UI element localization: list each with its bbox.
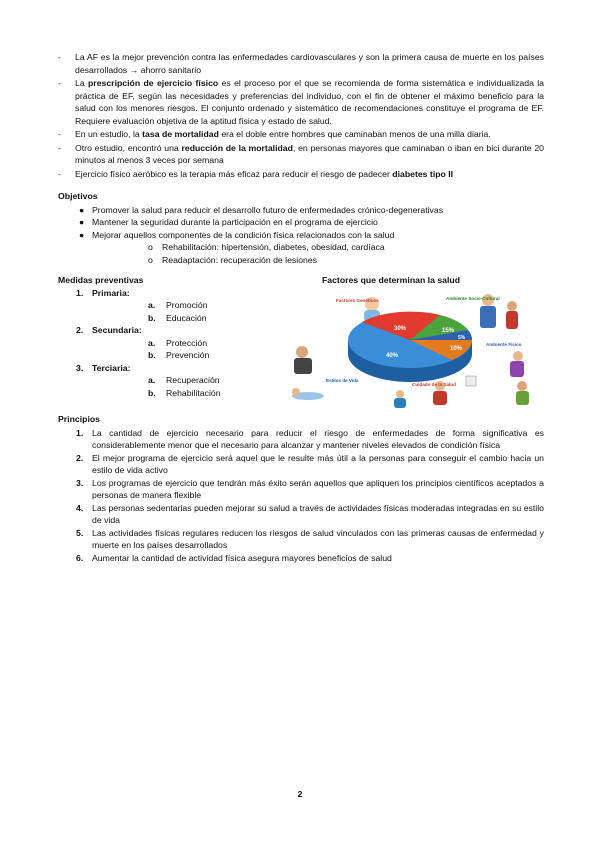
intro-item-text bbox=[75, 52, 544, 75]
factores-pie-illustration bbox=[290, 290, 544, 412]
objetivo-item: ● Mejorar aquellos componentes de la condición física relacionados con la salud o Rehabilitación: hipertensión, diabetes, obesidad, cardíaca o Readaptación: recuperación de lesiones bbox=[58, 229, 544, 267]
pct-socio: 15% bbox=[442, 328, 455, 334]
medidas-heading: Medidas preventivas bbox=[58, 275, 144, 285]
factores-figure bbox=[290, 274, 544, 387]
intro-text: La bbox=[75, 78, 88, 88]
objetivo-item: ● Mantener la seguridad durante la participación en el programa de ejercicio bbox=[79, 217, 378, 227]
objetivos-list bbox=[58, 204, 544, 267]
medida-item: b. Educación bbox=[148, 312, 207, 323]
label-estilos: Estilos de Vida bbox=[326, 378, 359, 383]
principio-item: 6. Aumentar la cantidad de actividad física asegura mayores beneficios de salud bbox=[76, 552, 392, 563]
principio-item: 3. Los programas de ejercicio que tendrán más éxito serán aquellos que apliquen los principios científicos aceptados a personas de manera flexible bbox=[76, 477, 544, 500]
pct-fisico: 5% bbox=[458, 335, 466, 341]
principio-item: 1. La cantidad de ejercicio necesario para reducir el riesgo de enfermedades de forma significativa es considerablemente menor que el necesario para alcanzar y mantener niveles elevados de condición física bbox=[76, 427, 544, 450]
intro-text: Ejercicio físico aeróbico es la terapia más eficaz para reducir el riesgo de padecer bbox=[75, 168, 393, 179]
intro-bold-text: prescripción de ejercicio físico bbox=[88, 78, 219, 88]
medidas-list bbox=[58, 287, 288, 400]
intro-item: - La prescripción de ejercicio físico es el proceso por el que se recomienda de forma sistemática e individualizada la práctica de EF, según las necesidades y preferencias del individuo, con el fin de obtener el máximo beneficio para la salud con los menores riesgos. El conjunto ordenado y sistemático de recomendaciones constituye el programa de EF. Requiere evaluación objetiva de la aptitud física y estado de salud. bbox=[58, 78, 545, 126]
factores-title: Factores que determinan la salud bbox=[321, 275, 461, 285]
medida-item: b. Rehabilitación bbox=[148, 387, 221, 398]
two-column-section bbox=[58, 274, 544, 412]
objetivos-heading: Objetivos bbox=[58, 191, 98, 201]
intro-text: era el doble entre hombres que caminaban menos de una milla diaria. bbox=[218, 129, 491, 139]
intro-item: - Ejercicio físico aeróbico es la terapia más eficaz para reducir el riesgo de padecer diabetes tipo II bbox=[58, 168, 454, 179]
intro-bold-text: reducción de la mortalidad bbox=[181, 142, 293, 153]
intro-item: - Otro estudio, encontró una reducción de la mortalidad, en personas mayores que caminaban o iban en bici durante 20 minutos al menos 3 veces por semana bbox=[58, 142, 544, 165]
principio-item: 4. Las personas sedentarias pueden mejorar su salud a través de actividades físicas moderadas integradas en su estilo de vida bbox=[76, 502, 544, 525]
medida-item: a. Protección bbox=[148, 337, 208, 348]
page-number: 2 bbox=[297, 789, 303, 799]
label-socio: Ambiente Socio-Cultural bbox=[446, 296, 500, 301]
intro-text: La AF es la mejor prevención contra las enfermedades cardiovasculares y son la primera causa de muerte en los países desarrollados → ahorro sanitario bbox=[75, 52, 544, 75]
label-cuidado: Cuidado de la Salud bbox=[412, 382, 456, 387]
intro-text: Otro estudio, encontró una bbox=[75, 142, 182, 153]
objetivo-subitem: o Rehabilitación: hipertensión, diabetes, obesidad, cardíaca bbox=[148, 242, 385, 252]
intro-item: - En un estudio, la tasa de mortalidad era el doble entre hombres que caminaban menos de una milla diaria. bbox=[58, 129, 491, 139]
intro-list bbox=[58, 51, 544, 180]
intro-bold-text: tasa de mortalidad bbox=[142, 129, 219, 139]
intro-text: es el proceso por el que se recomienda de forma sistemática e individualizada la práctica de EF, según las necesidades y preferencias del individuo, con el fin de obtener el máximo beneficio para la salud con los menores riesgos. El conjunto ordenado y sistemático de recomendaciones constituye el programa de EF. Requiere evaluación objetiva de la aptitud física y estado de salud. bbox=[75, 78, 545, 126]
principios-heading: Principios bbox=[58, 414, 100, 424]
objetivo-sublist bbox=[92, 241, 544, 266]
principios-list bbox=[58, 427, 544, 565]
medida-group: 2. Secundaria: a. Protección b. Prevención bbox=[58, 324, 288, 362]
principio-item: 2. El mejor programa de ejercicio será aquel que le resulte más útil a la personas para conseguir el cambio hacia un estilo de vida activo bbox=[76, 452, 544, 475]
label-fisico: Ambiente Físico bbox=[486, 342, 522, 347]
intro-item-text bbox=[75, 169, 453, 179]
intro-text: , en personas mayores que caminaban o iban en bici durante 20 minutos al menos 3 veces por semana bbox=[75, 142, 544, 165]
label-geneticos: Factores Genéticos bbox=[336, 298, 379, 303]
medida-group: 3. Terciaria: a. Recuperación b. Rehabilitación bbox=[58, 362, 288, 400]
document-page bbox=[58, 51, 544, 564]
principio-item: 5. Las actividades físicas regulares reducen los riesgos de salud vinculados con las primeras causas de enfermedad y muerte en los países desarrollados bbox=[76, 527, 544, 550]
intro-item-text bbox=[75, 129, 491, 139]
intro-item: - La AF es la mejor prevención contra las enfermedades cardiovasculares y son la primera causa de muerte en los países desarrollados → ahorro sanitario bbox=[58, 52, 544, 75]
objetivo-subitem: o Readaptación: recuperación de lesiones bbox=[148, 254, 318, 265]
medida-item: a. Recuperación bbox=[148, 375, 220, 385]
pie-chart bbox=[348, 312, 472, 382]
pct-cuidado: 10% bbox=[450, 346, 463, 352]
pct-estilos: 40% bbox=[386, 353, 399, 359]
intro-item-text bbox=[75, 143, 544, 166]
objetivo-item: ● Promover la salud para reducir el desarrollo futuro de enfermedades crónico-degenerativas bbox=[79, 204, 444, 215]
intro-text: En un estudio, la bbox=[75, 129, 143, 139]
medida-item: a. Promoción bbox=[148, 300, 208, 310]
medida-group: 1. Primaria: a. Promoción b. Educación bbox=[58, 287, 288, 325]
medida-item: b. Prevención bbox=[148, 350, 210, 360]
intro-bold-text: diabetes tipo II bbox=[392, 168, 454, 179]
pct-geneticos: 30% bbox=[394, 326, 407, 332]
medidas-preventivas bbox=[58, 274, 288, 399]
intro-item-text bbox=[75, 78, 544, 126]
